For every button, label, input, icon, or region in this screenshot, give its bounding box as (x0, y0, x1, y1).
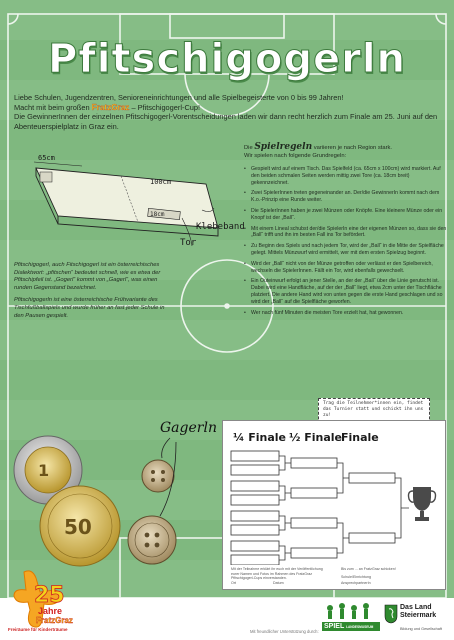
rules-head-line2: Wir spielen nach folgende Grundregeln: (244, 152, 347, 159)
footer-slogan: Freiräume für Kinderträume (8, 627, 68, 632)
rule-item: • Wer nach fünf Minuten die meisten Tore erzielt hat, hat gewonnen. (244, 310, 448, 317)
rules-heading (244, 144, 444, 160)
table-sketch (6, 150, 236, 260)
rules-head-post: variieren je nach Region stark. (312, 145, 393, 151)
label-tor: Tor (180, 238, 197, 248)
dimension-18cm: 18cm (150, 211, 165, 218)
svg-text:1: 1 (38, 461, 50, 480)
rule-item: • Wird der „Ball“ nicht von der Münze getroffen oder verlässt er den Spielbereich, wechseln die SpielerInnen. Fällt ein Tor, wird ebenfalls gewechselt. (244, 261, 448, 275)
fineprint-deadline: Bis zum ... an FratzGraz schicken! (341, 567, 396, 571)
land-line2: Steiermark (400, 612, 437, 619)
badge-number: 25 (34, 583, 65, 608)
round-final: Finale (341, 431, 379, 444)
label-ansprechpartner: AnsprechpartnerIn (341, 581, 371, 585)
footer-fratzgraz: FratzGraz (36, 616, 73, 625)
bracket-lines[interactable] (223, 447, 445, 565)
fratzgraz-brand: FratzGraz (91, 102, 130, 112)
svg-text:50: 50 (64, 515, 92, 539)
label-datum: Datum (273, 581, 284, 585)
rule-item: • Zu Beginn des Spiels und nach jedem Tor, wird der „Ball“ in die Mitte der Spielfläche gelegt. Mittels Münzwurf wird ermittelt, wer mit dem ersten Spielzug beginnt. (244, 243, 448, 257)
rules-list (244, 166, 448, 320)
round-quarterfinal: ¼ Finale (233, 431, 286, 444)
spiel-wordmark (322, 622, 380, 631)
dimension-100cm: 100cm (150, 178, 172, 186)
explanation-text (14, 262, 174, 325)
intro-line-2 (14, 103, 444, 113)
label-klebeband: Klebeband (196, 222, 245, 232)
rule-item: • Zwei SpielerInnen treten gegeneinander an. Der/die GewinnerIn kommt nach dem K.o.-Prinzip eine Runde weiter. (244, 190, 448, 204)
fineprint-consent: Mit der Teilnahme erklärt ihr euch mit der Veröffentlichung eurer Namen und Fotos im Rahmen des FratzGraz Pfitschigogerl-Cups einverstanden. (231, 567, 323, 581)
spielregeln-word: Spielregeln (254, 142, 313, 152)
rule-item: • Gespielt wird auf einem Tisch. Das Spielfeld (ca. 65cm x 100cm) wird markiert. Auf den beiden schmalen Seiten werden mittig zwei Tore (ca. 18cm breit) gekennzeichnet. (244, 166, 448, 186)
coins-illustration (10, 418, 220, 588)
land-steiermark-logo (400, 604, 436, 620)
rules-head-pre: Die (244, 145, 255, 151)
label-ort: Ort (231, 581, 236, 585)
page-title: Pfitschigogerln (47, 36, 407, 82)
spiel-sub: LANDESMUSEUM (346, 625, 374, 629)
support-label: Mit freundlicher Unterstützung durch: (250, 629, 319, 634)
land-subline: Bildung und Gesellschaft (400, 627, 443, 631)
dimension-65cm: 65cm (38, 154, 55, 162)
steiermark-crest-icon (384, 604, 398, 624)
tournament-bracket-card (222, 420, 446, 590)
intro-line-2-pre: Macht mit beim großen (14, 102, 92, 112)
trophy-icon (409, 487, 436, 521)
rule-item: • Ein Outeinwurf erfolgt an jener Stelle, an der der „Ball“ über die Linie gerutscht ist. Dabei wird eine Handfläche, auf der der „Ball“ liegt, etwa 2cm unter der Tischfläche platziert. Die andere Hand wird von unten gegen die erste Hand geschlagen und so wird der „Ball“ auf die Spielfläche geworfen. (244, 278, 448, 305)
label-schule: Schule/Einrichtung (341, 575, 371, 579)
land-line1: Das Land (400, 604, 432, 611)
rule-item: • Die SpielerInnen haben je zwei Münzen oder Knöpfe. Eine kleinere Münze oder ein Knopf ist der „Ball“. (244, 208, 448, 222)
rule-item: • Mit einem Lineal schubst der/die SpielerIn eine der eigenen Münzen so, dass sie den „Ball“ trifft und ihn im besten Fall ins Tor befördert. (244, 226, 448, 240)
instruction-note: Trag die Teilnehmer*innen ein, findet das Turnier statt und schickt ihn uns zu! (318, 398, 430, 424)
explanation-p1: Pfitschigogerl, auch Fitschigogerl ist ein österreichisches Dialektwort: „pfitschen“ bedeutet schnell, wie es etwa der Pfitschipfeil ist. „Gogerl“ kommt von „Gagerl“, was einen runden Gegenstand bezeichnet. (14, 262, 161, 291)
explanation-p2: Pfitschigogerln ist eine österreichische Frühvariante des Tischfußballspiels und wurde früher an fast jeder Schule in den Pausen gespielt. (14, 297, 165, 319)
badge-jahre: Jahre (38, 606, 63, 616)
intro-text (14, 93, 444, 131)
round-semifinal: ½ Finale (289, 431, 342, 444)
fratzgraz-25-badge (10, 566, 80, 636)
intro-line-2-post: – Pfitschigogerl-Cup! (129, 102, 201, 112)
intro-line-3: Die GewinnerInnen der einzelnen Pfitschigogerl-Vorentscheidungen laden wir dann recht herzlich zum Finale am 25. Juni auf den Abenteuerspielplatz in Graz ein. (14, 112, 438, 131)
intro-line-1: Liebe Schulen, Jugendzentren, Senioreneinrichtungen und alle Spielbegeisterte von 0 bis 99 Jahren! (14, 93, 344, 102)
spiel-word: SPIEL (324, 623, 345, 630)
label-gagerln: Gagerln (160, 420, 217, 436)
